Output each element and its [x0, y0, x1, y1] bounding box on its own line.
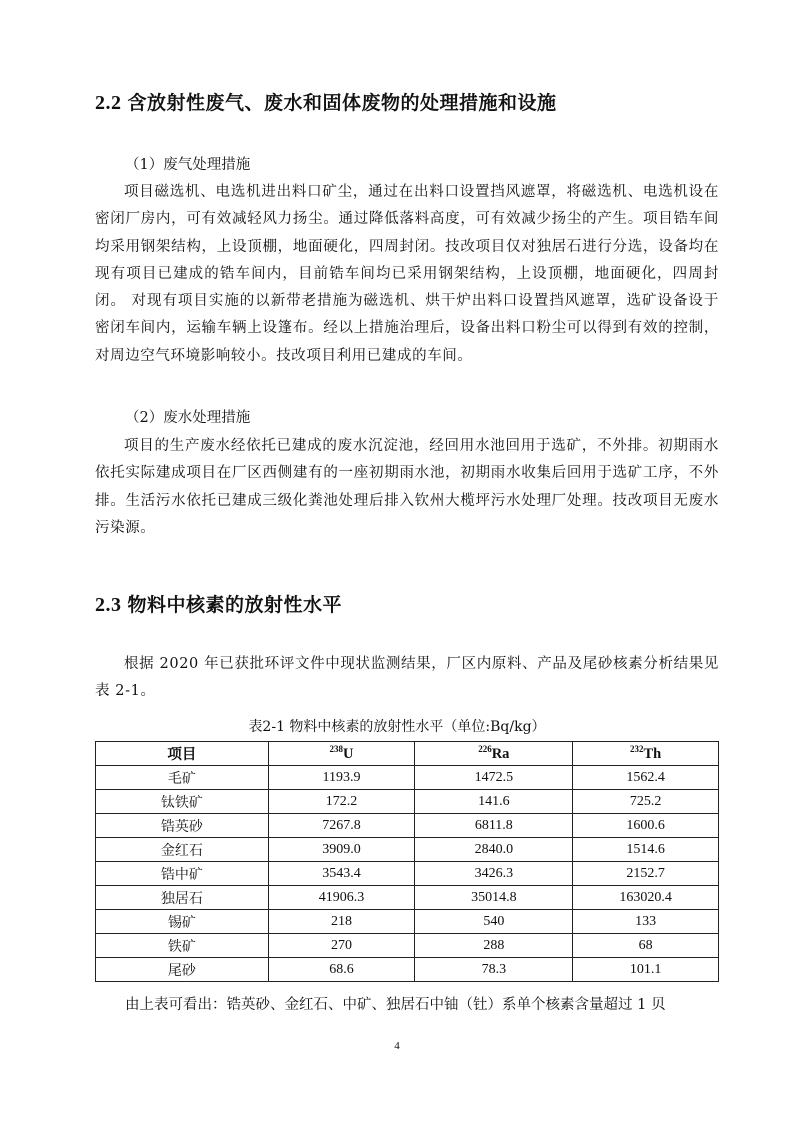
table-row	[96, 814, 719, 838]
th232-value: 163020.4	[573, 886, 719, 910]
header-item	[96, 742, 269, 766]
section-number: 2.2	[95, 92, 122, 114]
material-name: 金红石	[96, 838, 269, 862]
ra226-value: 6811.8	[415, 814, 573, 838]
table-caption: 表2-1 物料中核素的放射性水平（单位:Bq/kg）	[248, 719, 546, 735]
u238-value: 7267.8	[268, 814, 415, 838]
header-label: 项目	[167, 747, 197, 763]
ra226-value: 35014.8	[415, 886, 573, 910]
table-row	[96, 766, 719, 790]
section-title: 物料中核素的放射性水平	[127, 594, 343, 616]
u238-value: 3909.0	[268, 838, 415, 862]
u238-value: 41906.3	[268, 886, 415, 910]
section-number: 2.3	[95, 594, 122, 616]
isotope-mass: 238	[329, 744, 344, 754]
ra226-value: 141.6	[415, 790, 573, 814]
ra226-value: 288	[415, 934, 573, 958]
table-row	[96, 934, 719, 958]
subheading-waste-gas: （1）废气处理措施	[125, 157, 251, 173]
material-name: 铁矿	[96, 934, 269, 958]
section-heading-2-3	[95, 590, 342, 617]
paragraph-waste-water: 项目的生产废水经依托已建成的废水沉淀池，经回用水池回用于选矿，不外排。初期雨水依托实际建成项目在厂区西侧建有的一座初期雨水池，初期雨水收集后回用于选矿工序，不外排。生活污水依托已建成三级化粪池处理后排入钦州大榄坪污水处理厂处理。技改项目无废水污染源。	[95, 438, 719, 536]
paragraph-intro-table: 根据 2020 年已获批环评文件中现状监测结果，厂区内原料、产品及尾砂核素分析结果见表 2-1。	[95, 656, 719, 700]
material-name: 钛铁矿	[96, 790, 269, 814]
ra226-value: 540	[415, 910, 573, 934]
table-row	[96, 790, 719, 814]
material-name: 锡矿	[96, 910, 269, 934]
th232-value: 2152.7	[573, 862, 719, 886]
table-row	[96, 862, 719, 886]
radioactivity-table	[95, 741, 719, 982]
isotope-mass: 232	[629, 744, 644, 754]
u238-value: 68.6	[268, 958, 415, 982]
paragraph-after-table: 由上表可看出：锆英砂、金红石、中矿、独居石中铀（钍）系单个核素含量超过 1 贝	[125, 997, 666, 1013]
header-ra226	[415, 742, 573, 766]
material-name: 尾砂	[96, 958, 269, 982]
th232-value: 725.2	[573, 790, 719, 814]
th232-value: 101.1	[573, 958, 719, 982]
ra226-value: 1472.5	[415, 766, 573, 790]
u238-value: 218	[268, 910, 415, 934]
table-row	[96, 886, 719, 910]
subheading-waste-water: （2）废水处理措施	[125, 410, 251, 426]
u238-value: 3543.4	[268, 862, 415, 886]
th232-value: 1600.6	[573, 814, 719, 838]
material-name: 毛矿	[96, 766, 269, 790]
header-label: Th	[643, 746, 662, 762]
ra226-value: 78.3	[415, 958, 573, 982]
material-name: 锆英砂	[96, 814, 269, 838]
table-row	[96, 958, 719, 982]
header-u238	[268, 742, 415, 766]
table-row	[96, 910, 719, 934]
section-heading-2-2	[95, 88, 557, 115]
th232-value: 1514.6	[573, 838, 719, 862]
paragraph-waste-gas: 项目磁选机、电选机进出料口矿尘，通过在出料口设置挡风遮罩，将磁选机、电选机设在密闭厂房内，可有效减轻风力扬尘。通过降低落料高度，可有效减少扬尘的产生。项目锆车间均采用钢架结构，上设顶棚，地面硬化，四周封闭。技改项目仅对独居石进行分选，设备均在现有项目已建成的锆车间内，目前锆车间均已采用钢架结构，上设顶棚，地面硬化，四周封闭。 对现有项目实施的以新带老措施为磁选机、烘干炉出料口设置挡风遮罩，选矿设备设于密闭车间内，运输车辆上设篷布。经以上措施治理后，设备出料口粉尘可以得到有效的控制，对周边空气环境影响较小。技改项目利用已建成的车间。	[95, 184, 719, 364]
th232-value: 1562.4	[573, 766, 719, 790]
u238-value: 1193.9	[268, 766, 415, 790]
material-name: 独居石	[96, 886, 269, 910]
page-number: 4	[394, 1040, 400, 1052]
table-row	[96, 838, 719, 862]
header-label: U	[343, 746, 354, 762]
u238-value: 172.2	[268, 790, 415, 814]
material-name: 锆中矿	[96, 862, 269, 886]
th232-value: 68	[573, 934, 719, 958]
ra226-value: 2840.0	[415, 838, 573, 862]
th232-value: 133	[573, 910, 719, 934]
ra226-value: 3426.3	[415, 862, 573, 886]
header-th232	[573, 742, 719, 766]
u238-value: 270	[268, 934, 415, 958]
isotope-mass: 226	[478, 744, 492, 754]
header-label: Ra	[491, 746, 510, 762]
table-header-row	[96, 742, 719, 766]
section-title: 含放射性废气、废水和固体废物的处理措施和设施	[127, 92, 557, 114]
